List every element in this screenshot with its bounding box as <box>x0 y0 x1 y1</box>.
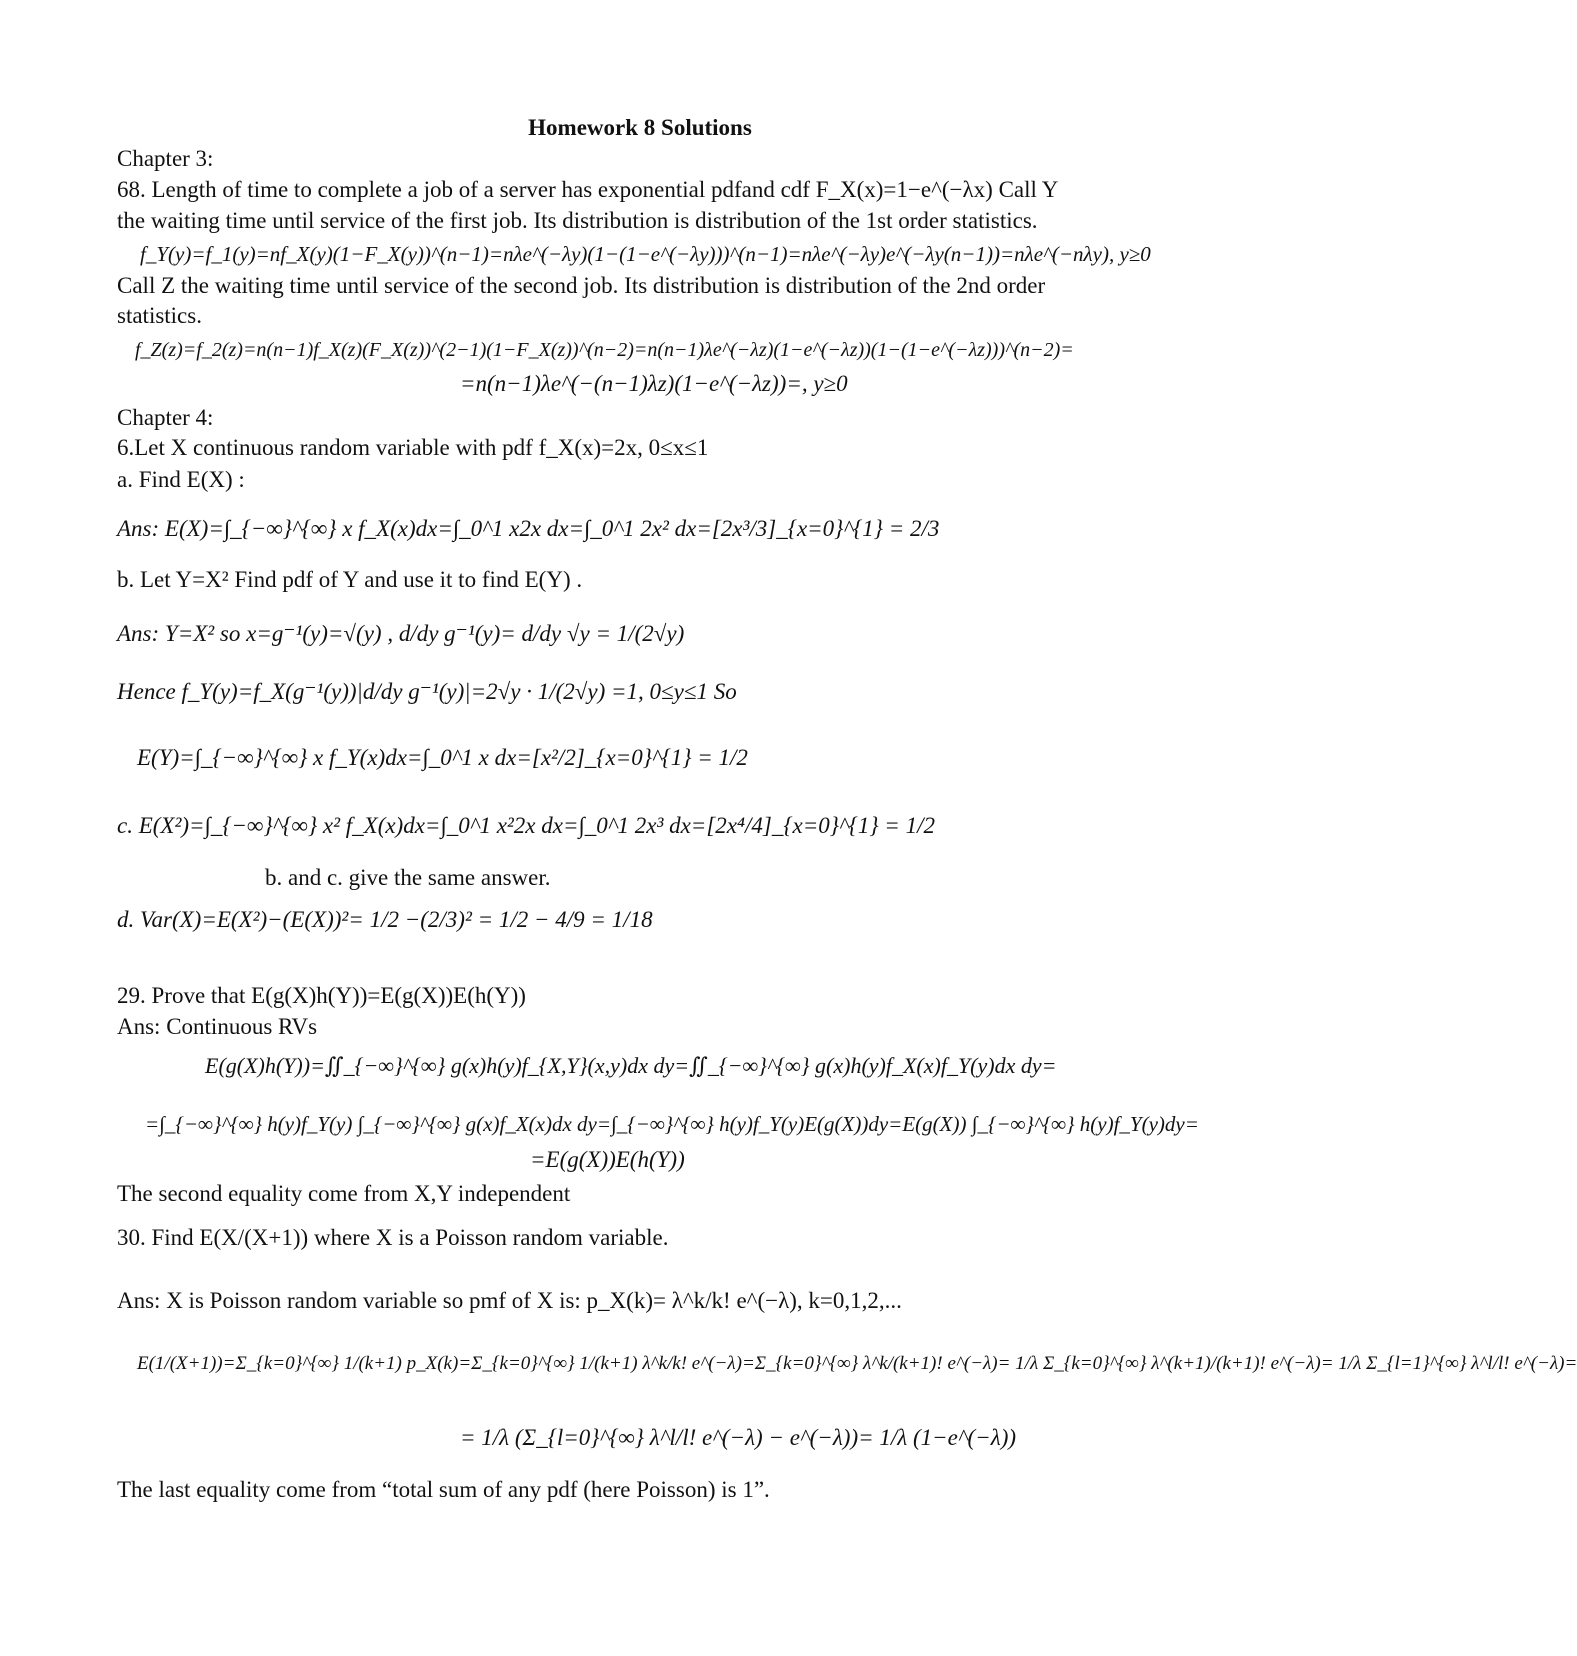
problem6a-answer: Ans: E(X)=∫_{−∞}^{∞} x f_X(x)dx=∫_0^1 x2x dx=∫_0^1 2x² dx=[2x³/3]_{x=0}^{1} = 2/3 <box>117 516 940 541</box>
page-title: Homework 8 Solutions <box>528 115 752 140</box>
problem30-answer: Ans: X is Poisson random variable so pmf of X is: p_X(k)= λ^k/k! e^(−λ), k=0,1,2,... <box>117 1288 902 1313</box>
problem68-line1: 68. Length of time to complete a job of a server has exponential pdfand cdf F_X(x)=1−e^(−λx) Call Y <box>117 177 1059 202</box>
problem30-note: The last equality come from “total sum of any pdf (here Poisson) is 1”. <box>117 1477 770 1502</box>
chapter3-heading: Chapter 3: <box>117 146 214 171</box>
problem68-equation2: f_Z(z)=f_2(z)=n(n−1)f_X(z)(F_X(z))^(2−1)(1−F_X(z))^(n−2)=n(n−1)λe^(−λz)(1−e^(−λz))(1−(1−e^(−λz)))^(n−2)= <box>135 339 1074 361</box>
problem29-answer-label: Ans: Continuous RVs <box>117 1014 318 1039</box>
problem30-equation2: = 1/λ (Σ_{l=0}^{∞} λ^l/l! e^(−λ) − e^(−λ))= 1/λ (1−e^(−λ)) <box>460 1425 1017 1450</box>
problem6b-answer1: Ans: Y=X² so x=g⁻¹(y)=√(y) , d/dy g⁻¹(y)= d/dy √y = 1/(2√y) <box>117 621 685 646</box>
problem6b-answer3: E(Y)=∫_{−∞}^{∞} x f_Y(x)dx=∫_0^1 x dx=[x²/2]_{x=0}^{1} = 1/2 <box>137 745 748 770</box>
problem68-line2: the waiting time until service of the first job. Its distribution is distribution of the 1st order statistics. <box>117 208 1038 233</box>
problem30-equation1: E(1/(X+1))=Σ_{k=0}^{∞} 1/(k+1) p_X(k)=Σ_{k=0}^{∞} 1/(k+1) λ^k/k! e^(−λ)=Σ_{k=0}^{∞} λ^k/(k+1)! e^(−λ)= 1/λ Σ_{k=0}^{∞} λ^(k+1)/(k+1)! e^(−λ)= 1/λ Σ_{l=1}^{∞} λ^l/l! e^(−λ)= <box>137 1353 1577 1374</box>
problem29-note: The second equality come from X,Y independent <box>117 1181 571 1206</box>
problem6a-question: a. Find E(X) : <box>117 467 245 492</box>
problem29-question: 29. Prove that E(g(X)h(Y))=E(g(X))E(h(Y)) <box>117 983 526 1008</box>
problem68-equation1: f_Y(y)=f_1(y)=nf_X(y)(1−F_X(y))^(n−1)=nλe^(−λy)(1−(1−e^(−λy)))^(n−1)=nλe^(−λy)e^(−λy(n−1))=nλe^(−nλy), y≥0 <box>140 242 1151 266</box>
problem6c-note: b. and c. give the same answer. <box>265 865 551 890</box>
problem29-equation2: =∫_{−∞}^{∞} h(y)f_Y(y) ∫_{−∞}^{∞} g(x)f_X(x)dx dy=∫_{−∞}^{∞} h(y)f_Y(y)E(g(X))dy=E(g(X)) ∫_{−∞}^{∞} h(y)f_Y(y)dy= <box>145 1112 1199 1136</box>
problem29-equation3: =E(g(X))E(h(Y)) <box>530 1147 685 1172</box>
problem68-line4: statistics. <box>117 303 202 328</box>
chapter4-heading: Chapter 4: <box>117 405 214 430</box>
problem6b-answer2: Hence f_Y(y)=f_X(g⁻¹(y))|d/dy g⁻¹(y)|=2√y · 1/(2√y) =1, 0≤y≤1 So <box>117 679 737 704</box>
problem6-intro: 6.Let X continuous random variable with pdf f_X(x)=2x, 0≤x≤1 <box>117 435 709 460</box>
problem68-line3: Call Z the waiting time until service of the second job. Its distribution is distribution of the 2nd order <box>117 273 1046 298</box>
problem6d-answer: d. Var(X)=E(X²)−(E(X))²= 1/2 −(2/3)² = 1/2 − 4/9 = 1/18 <box>117 907 653 932</box>
problem6c-answer: c. E(X²)=∫_{−∞}^{∞} x² f_X(x)dx=∫_0^1 x²2x dx=∫_0^1 2x³ dx=[2x⁴/4]_{x=0}^{1} = 1/2 <box>117 813 935 838</box>
problem29-equation1: E(g(X)h(Y))=∬_{−∞}^{∞} g(x)h(y)f_{X,Y}(x,y)dx dy=∬_{−∞}^{∞} g(x)h(y)f_X(x)f_Y(y)dx dy= <box>205 1053 1057 1078</box>
problem68-equation3: =n(n−1)λe^(−(n−1)λz)(1−e^(−λz))=, y≥0 <box>460 371 848 396</box>
problem30-question: 30. Find E(X/(X+1)) where X is a Poisson random variable. <box>117 1225 669 1250</box>
problem6b-question: b. Let Y=X² Find pdf of Y and use it to find E(Y) . <box>117 567 583 592</box>
